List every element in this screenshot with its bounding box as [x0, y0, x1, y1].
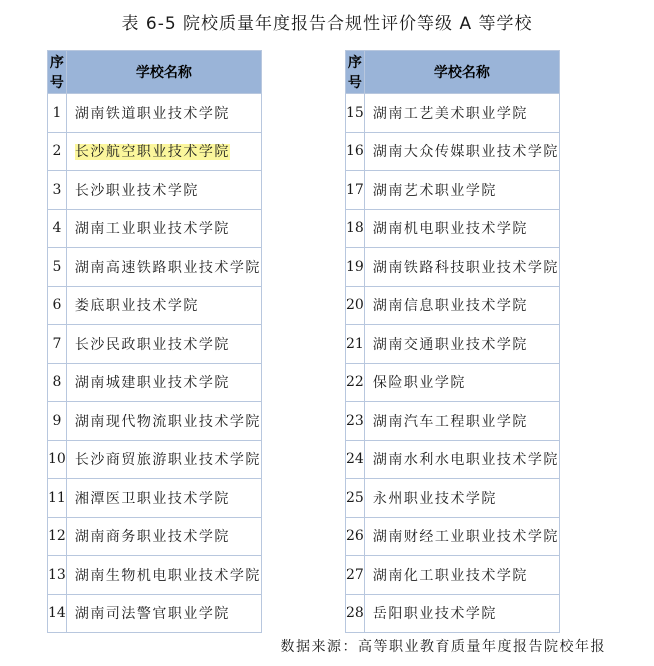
row-number: 24: [346, 440, 365, 479]
table-row: [48, 132, 262, 171]
table-row: [48, 402, 262, 441]
data-source-note: 数据来源：高等职业教育质量年度报告院校年报: [280, 639, 606, 655]
school-name: [66, 517, 261, 556]
school-name-text: 湘潭医卫职业技术学院: [74, 490, 230, 507]
school-name: [66, 132, 261, 171]
school-name: [66, 402, 261, 441]
school-name: [364, 594, 559, 633]
school-name: [364, 479, 559, 518]
school-name: [364, 94, 559, 133]
school-name-text: 湖南城建职业技术学院: [74, 375, 230, 392]
school-name: [66, 94, 261, 133]
table-row: [346, 594, 560, 633]
school-name-text: 湖南汽车工程职业学院: [372, 413, 528, 430]
school-name-text: 湖南工业职业技术学院: [74, 221, 230, 238]
row-number: 26: [346, 517, 365, 556]
school-name: [66, 594, 261, 633]
school-name: [364, 440, 559, 479]
table-row: [346, 132, 560, 171]
table-body-right: [346, 94, 560, 633]
table-row: [346, 479, 560, 518]
table-row: [48, 209, 262, 248]
header-no: 序号: [346, 51, 365, 94]
table-row: [346, 325, 560, 364]
table-row: [346, 556, 560, 595]
school-name: [364, 402, 559, 441]
row-number: 6: [48, 286, 67, 325]
school-name: [66, 325, 261, 364]
row-number: 1: [48, 94, 67, 133]
school-name-text: 湖南水利水电职业技术学院: [372, 452, 559, 469]
school-name-text: 湖南铁路科技职业技术学院: [372, 259, 559, 276]
school-name: [66, 479, 261, 518]
school-name: [364, 248, 559, 287]
row-number: 10: [48, 440, 67, 479]
table-title: 表 6-5 院校质量年度报告合规性评价等级 A 等学校: [121, 14, 533, 34]
row-number: 28: [346, 594, 365, 633]
table-row: [346, 286, 560, 325]
row-number: 25: [346, 479, 365, 518]
row-number: 8: [48, 363, 67, 402]
header-name: 学校名称: [66, 51, 261, 94]
row-number: 11: [48, 479, 67, 518]
row-number: 2: [48, 132, 67, 171]
table-row: [48, 594, 262, 633]
row-number: 14: [48, 594, 67, 633]
table-row: [48, 325, 262, 364]
row-number: 3: [48, 171, 67, 210]
table-row: [48, 556, 262, 595]
school-name: [66, 209, 261, 248]
school-name: [66, 171, 261, 210]
school-name-text: 湖南生物机电职业技术学院: [74, 567, 261, 584]
school-name-text: 湖南交通职业技术学院: [372, 336, 528, 353]
row-number: 18: [346, 209, 365, 248]
row-number: 9: [48, 402, 67, 441]
school-name-text: 湖南司法警官职业学院: [74, 606, 230, 623]
school-name-text: 湖南大众传媒职业技术学院: [372, 144, 559, 161]
row-number: 20: [346, 286, 365, 325]
table-row: [346, 517, 560, 556]
school-name-text: 永州职业技术学院: [372, 490, 497, 507]
row-number: 27: [346, 556, 365, 595]
school-name-text: 湖南工艺美术职业学院: [372, 105, 528, 122]
table-row: [48, 363, 262, 402]
table-row: [48, 286, 262, 325]
school-name-text: 娄底职业技术学院: [74, 298, 199, 315]
row-number: 17: [346, 171, 365, 210]
header-name: 学校名称: [364, 51, 559, 94]
table-row: [48, 440, 262, 479]
school-name: [364, 325, 559, 364]
school-name: [66, 286, 261, 325]
school-name: [66, 556, 261, 595]
school-name-text: 湖南财经工业职业技术学院: [372, 529, 559, 546]
row-number: 19: [346, 248, 365, 287]
table-row: [346, 248, 560, 287]
table-row: [48, 517, 262, 556]
table-row: [346, 440, 560, 479]
school-name-text: 长沙民政职业技术学院: [74, 336, 230, 353]
school-name-text: 保险职业学院: [372, 375, 466, 392]
table-row: [48, 171, 262, 210]
table-row: [346, 209, 560, 248]
table-row: [346, 402, 560, 441]
table-body-left: [48, 94, 262, 633]
table-row: [346, 94, 560, 133]
school-name-text: 长沙航空职业技术学院: [74, 144, 230, 161]
school-name: [364, 132, 559, 171]
table-row: [48, 94, 262, 133]
school-name-text: 湖南艺术职业学院: [372, 182, 497, 199]
row-number: 4: [48, 209, 67, 248]
table-row: [48, 479, 262, 518]
row-number: 5: [48, 248, 67, 287]
school-name-text: 长沙商贸旅游职业技术学院: [74, 452, 261, 469]
school-table-right: [345, 50, 560, 633]
row-number: 12: [48, 517, 67, 556]
row-number: 15: [346, 94, 365, 133]
school-name-text: 湖南机电职业技术学院: [372, 221, 528, 238]
table-row: [346, 171, 560, 210]
header-row: [346, 51, 560, 94]
school-name-text: 岳阳职业技术学院: [372, 606, 497, 623]
school-name: [364, 556, 559, 595]
school-name: [364, 171, 559, 210]
header-no: 序号: [48, 51, 67, 94]
school-name: [66, 248, 261, 287]
row-number: 7: [48, 325, 67, 364]
school-name: [66, 363, 261, 402]
school-name-text: 湖南商务职业技术学院: [74, 529, 230, 546]
school-name: [66, 440, 261, 479]
header-row: [48, 51, 262, 94]
school-name-text: 湖南现代物流职业技术学院: [74, 413, 261, 430]
school-table-left: [47, 50, 262, 633]
school-name-text: 湖南高速铁路职业技术学院: [74, 259, 261, 276]
row-number: 13: [48, 556, 67, 595]
school-name: [364, 209, 559, 248]
row-number: 21: [346, 325, 365, 364]
school-name-text: 长沙职业技术学院: [74, 182, 199, 199]
table-row: [346, 363, 560, 402]
row-number: 22: [346, 363, 365, 402]
row-number: 16: [346, 132, 365, 171]
school-name: [364, 363, 559, 402]
school-name-text: 湖南铁道职业技术学院: [74, 105, 230, 122]
table-row: [48, 248, 262, 287]
school-name: [364, 517, 559, 556]
school-name: [364, 286, 559, 325]
school-name-text: 湖南化工职业技术学院: [372, 567, 528, 584]
row-number: 23: [346, 402, 365, 441]
school-name-text: 湖南信息职业技术学院: [372, 298, 528, 315]
